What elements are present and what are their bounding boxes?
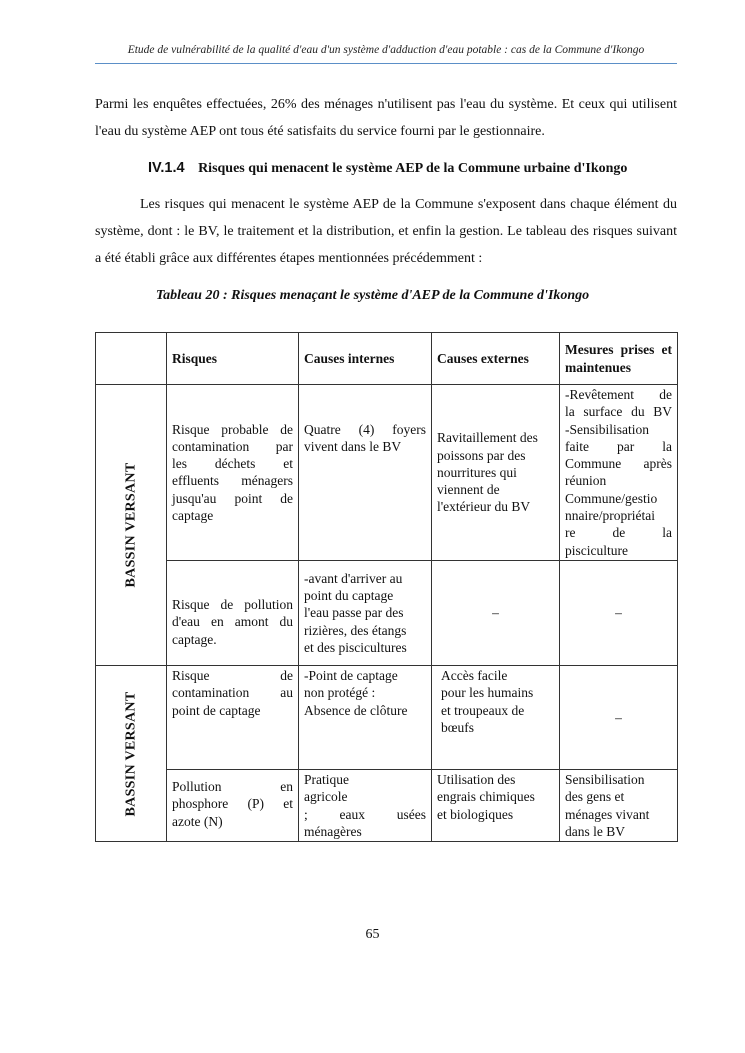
cell-line: ; eaux usées bbox=[304, 806, 426, 822]
cell-line: Utilisation des bbox=[437, 771, 516, 787]
cell-line: -avant d'arriver au bbox=[304, 570, 403, 586]
cell-line: -Sensibilisation bbox=[565, 421, 649, 437]
risk-table bbox=[95, 332, 678, 842]
header-causes-internes: Causes internes bbox=[299, 333, 432, 385]
cell-line: Sensibilisation bbox=[565, 771, 645, 787]
cell-mesures bbox=[560, 385, 678, 561]
running-header: Etude de vulnérabilité de la qualité d'eau d'un système d'adduction d'eau potable : cas de la Commune d'Ikongo bbox=[95, 44, 677, 64]
cell-causes-externes: – bbox=[432, 560, 560, 665]
cell-causes-internes bbox=[299, 769, 432, 841]
group-label: BASSIN VERSANT bbox=[123, 691, 139, 817]
cell-line: captage bbox=[172, 508, 214, 524]
cell-line: ménages vivant bbox=[565, 806, 650, 822]
cell-line: et troupeaux de bbox=[441, 702, 525, 718]
cell-line: contamination par bbox=[172, 438, 293, 454]
cell-line: point de captage bbox=[172, 702, 261, 718]
group-label: BASSIN VERSANT bbox=[123, 462, 139, 588]
table-row bbox=[96, 385, 678, 561]
cell-risque bbox=[167, 560, 299, 665]
cell-line: re de la bbox=[565, 525, 672, 541]
cell-line: l'extérieur du BV bbox=[437, 499, 531, 515]
cell-line: les déchets et bbox=[172, 456, 293, 472]
cell-line: la surface du BV bbox=[565, 404, 672, 420]
table-row bbox=[96, 665, 678, 769]
cell-line: viennent de bbox=[437, 482, 500, 498]
cell-causes-internes bbox=[299, 665, 432, 769]
cell-line: captage. bbox=[172, 631, 217, 647]
cell-line: vivent dans le BV bbox=[304, 439, 402, 455]
cell-causes-internes bbox=[299, 385, 432, 561]
cell-line: azote (N) bbox=[172, 813, 223, 829]
table-row bbox=[96, 769, 678, 841]
cell-line: point du captage bbox=[304, 588, 394, 604]
cell-line: Risque de bbox=[172, 667, 293, 683]
header-mesures: Mesures prises et maintenues bbox=[560, 333, 678, 385]
cell-line: bœufs bbox=[441, 719, 474, 735]
cell-line: nourritures qui bbox=[437, 464, 517, 480]
section-number: IV.1.4 bbox=[148, 160, 185, 176]
cell-line: Quatre (4) foyers bbox=[304, 422, 426, 437]
cell-line: agricole bbox=[304, 789, 348, 805]
cell-mesures: – bbox=[560, 665, 678, 769]
cell-causes-externes bbox=[432, 665, 560, 769]
cell-line: Accès facile bbox=[441, 667, 508, 683]
cell-line: -Revêtement de bbox=[565, 387, 672, 402]
cell-risque bbox=[167, 385, 299, 561]
cell-line: contamination au bbox=[172, 685, 293, 701]
cell-line: Commune/gestio bbox=[565, 490, 658, 506]
intro-paragraph: Parmi les enquêtes effectuées, 26% des ménages n'utilisent pas l'eau du système. Et ceux qui utilisent l'eau du système AEP ont tous été satisfaits du service fourni par le gestionnaire. bbox=[95, 97, 677, 139]
table-row bbox=[96, 560, 678, 665]
header-empty-cell bbox=[96, 333, 167, 385]
section-title: Risques qui menacent le système AEP de la Commune urbaine d'Ikongo bbox=[198, 161, 628, 176]
group-label-cell bbox=[96, 665, 167, 841]
cell-line: non protégé : bbox=[304, 685, 376, 701]
cell-line: Pratique bbox=[304, 771, 349, 787]
cell-line: réunion bbox=[565, 473, 607, 489]
cell-causes-internes bbox=[299, 560, 432, 665]
cell-line: poissons par des bbox=[437, 447, 526, 463]
cell-line: Ravitaillement des bbox=[437, 430, 538, 446]
cell-line: pisciculture bbox=[565, 542, 628, 558]
cell-line: pour les humains bbox=[441, 685, 534, 701]
cell-line: Commune après bbox=[565, 456, 672, 472]
cell-risque bbox=[167, 665, 299, 769]
cell-line: et des piscicultures bbox=[304, 639, 407, 655]
cell-line: des gens et bbox=[565, 789, 625, 805]
header-causes-externes: Causes externes bbox=[432, 333, 560, 385]
cell-line: effluents ménagers bbox=[172, 473, 293, 489]
cell-line: dans le BV bbox=[565, 823, 625, 839]
cell-line: faite par la bbox=[565, 438, 672, 454]
cell-line: Absence de clôture bbox=[304, 702, 408, 718]
section-heading bbox=[148, 160, 627, 177]
group-label-cell bbox=[96, 385, 167, 666]
body-paragraph: Les risques qui menacent le système AEP de la Commune s'exposent dans chaque élément du système, dont : le BV, le traitement et la distribution, et enfin la gestion. Le tableau des risques suivant a été établi grâce aux différentes étapes mentionnées précédemment : bbox=[95, 197, 677, 266]
cell-line: phosphore (P) et bbox=[172, 796, 293, 812]
cell-line: Risque probable de bbox=[172, 421, 293, 437]
header-risques: Risques bbox=[167, 333, 299, 385]
cell-line: -Point de captage bbox=[304, 667, 398, 683]
table-caption: Tableau 20 : Risques menaçant le système d'AEP de la Commune d'Ikongo bbox=[155, 288, 590, 303]
cell-line: Pollution en bbox=[172, 778, 293, 794]
cell-mesures: – bbox=[560, 560, 678, 665]
table-header-row bbox=[96, 333, 678, 385]
cell-line: ménagères bbox=[304, 823, 362, 839]
cell-line: d'eau en amont du bbox=[172, 614, 293, 630]
page-number: 65 bbox=[365, 927, 380, 942]
cell-risque bbox=[167, 769, 299, 841]
cell-mesures bbox=[560, 769, 678, 841]
cell-causes-externes bbox=[432, 769, 560, 841]
cell-line: jusqu'au point de bbox=[172, 490, 293, 506]
cell-line: engrais chimiques bbox=[437, 789, 535, 805]
cell-line: rizières, des étangs bbox=[304, 622, 407, 638]
cell-line: nnaire/propriétai bbox=[565, 508, 655, 524]
cell-causes-externes bbox=[432, 385, 560, 561]
cell-line: et biologiques bbox=[437, 806, 514, 822]
cell-line: Risque de pollution bbox=[172, 597, 293, 613]
cell-line: l'eau passe par des bbox=[304, 605, 404, 621]
